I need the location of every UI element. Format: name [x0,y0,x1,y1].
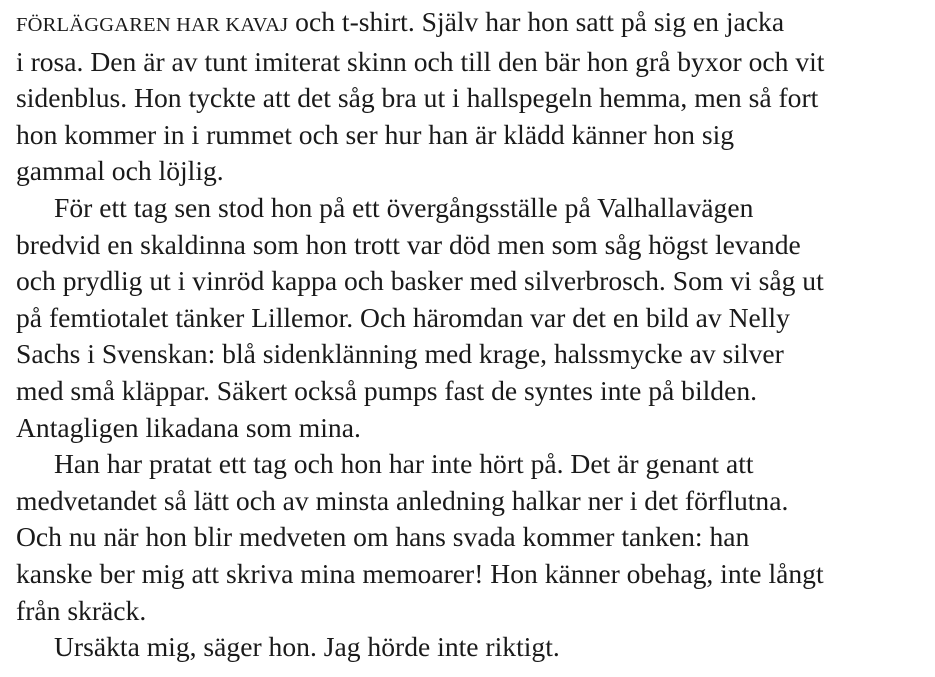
text-line: gammal och löjlig. [16,155,224,187]
text-line: Antagligen likadana som mina. [16,411,361,443]
text-line [16,4,921,44]
text-line: Ursäkta mig, säger hon. Jag hörde inte riktigt. [54,631,560,663]
text-line: Och nu när hon blir medveten om hans svada kommer tanken: han [16,521,750,553]
paragraph-3 [16,446,921,629]
text-line: med små kläppar. Säkert också pumps fast de syntes inte på bilden. [16,374,758,406]
text-line: Sachs i Svenskan: blå sidenklänning med krage, halssmycke av silver [16,338,784,370]
text-line-content: och t-shirt. Själv har hon satt på sig en jacka [288,6,785,37]
text-line: på femtiotalet tänker Lillemor. Och häromdan var det en bild av Nelly [16,301,790,333]
text-line: från skräck. [16,594,147,626]
text-line: sidenblus. Hon tyckte att det såg bra ut i hallspegeln hemma, men så fort [16,82,819,114]
paragraph-4 [16,629,921,666]
text-line: och prydlig ut i vinröd kappa och basker med silverbrosch. Som vi såg ut [16,265,824,297]
text-line: hon kommer in i rummet och ser hur han är klädd känner hon sig [16,118,735,150]
paragraph-2 [16,190,921,446]
text-line: medvetandet så lätt och av minsta anledning halkar ner i det förflutna. [16,484,789,516]
small-caps-lead: FÖRLÄGGAREN HAR KAVAJ [16,14,289,36]
text-line: För ett tag sen stod hon på ett övergångsställe på Valhallavägen [54,191,754,223]
text-line: Han har pratat ett tag och hon har inte hört på. Det är genant att [54,448,754,480]
book-page-text [16,4,921,666]
paragraph-1 [16,4,921,190]
text-line: i rosa. Den är av tunt imiterat skinn och till den bär hon grå byxor och vit [16,45,825,77]
text-line: kanske ber mig att skriva mina memoarer! Hon känner obehag, inte långt [16,557,824,589]
text-line: bredvid en skaldinna som hon trott var död men som såg högst levande [16,228,801,260]
